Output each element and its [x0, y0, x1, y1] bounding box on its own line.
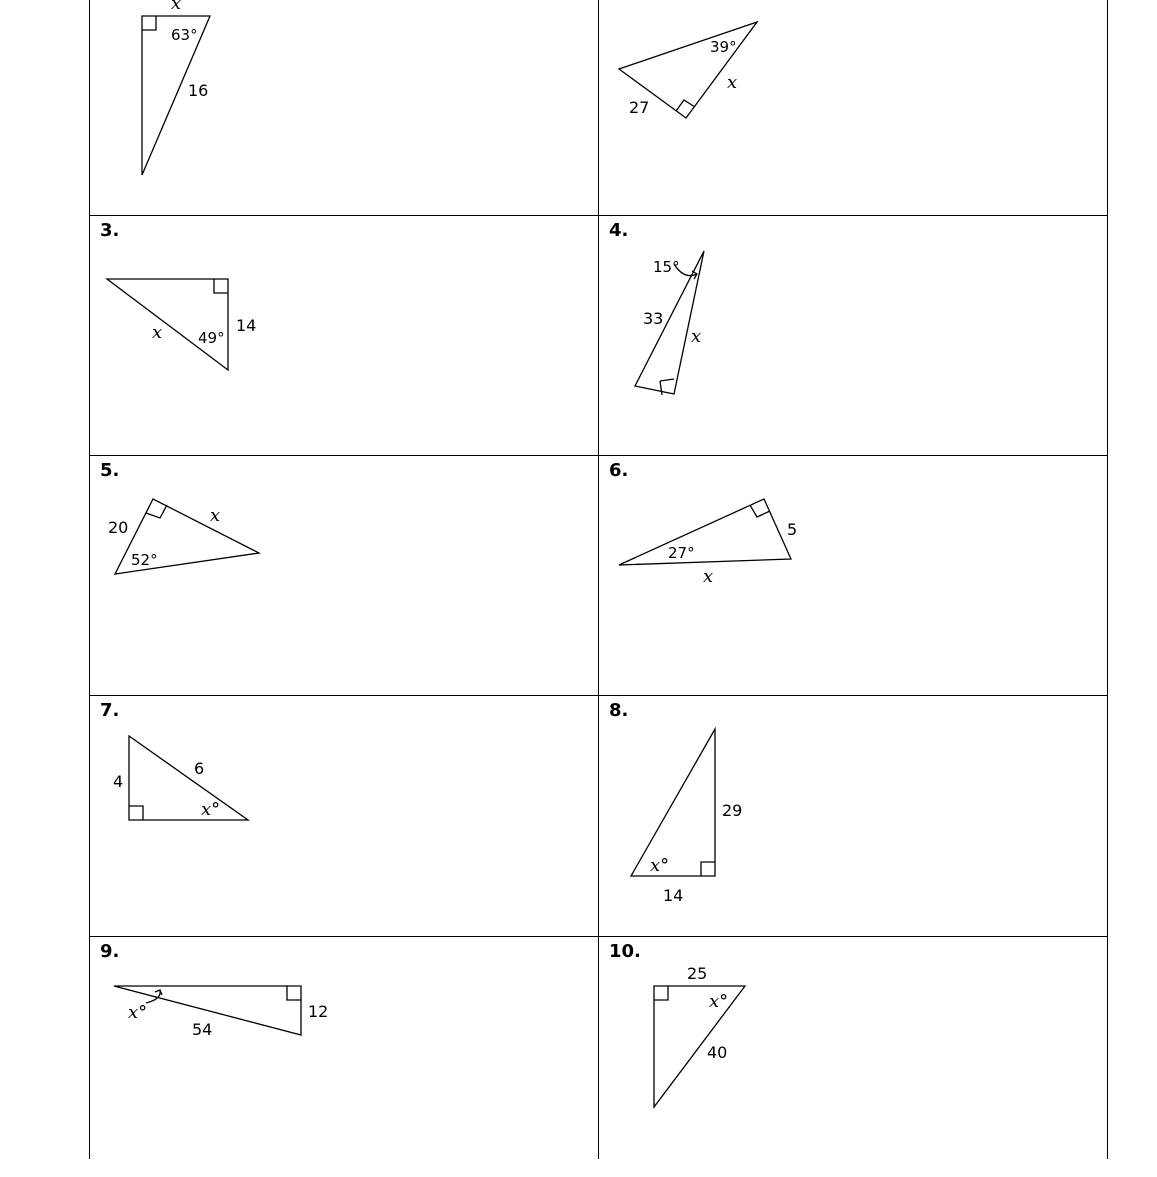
angle-label: x°: [201, 799, 221, 820]
hypotenuse-label: 16: [188, 81, 209, 100]
problem-number: 5.: [100, 460, 120, 481]
problem-9: [90, 937, 599, 1177]
side-label: x: [210, 505, 221, 526]
problem-1: [90, 0, 599, 215]
problem-4: [599, 216, 1108, 456]
problem-number: 4.: [609, 220, 629, 241]
problem-10: [599, 937, 1108, 1177]
angle-label: 63°: [171, 26, 198, 44]
triangle-figure: [599, 216, 1108, 456]
leg-label: 20: [108, 518, 129, 537]
triangle-figure: [599, 696, 1108, 936]
angle-label: 27°: [668, 544, 695, 562]
hypotenuse-label: 40: [707, 1043, 728, 1062]
side-label: x: [152, 322, 163, 343]
triangle-figure: [90, 0, 599, 215]
problem-number: 10.: [609, 941, 641, 962]
angle-label: 15°: [653, 258, 680, 276]
leg-label: 27: [629, 98, 650, 117]
problem-5: [90, 456, 599, 696]
problem-number: 6.: [609, 460, 629, 481]
triangle-figure: [90, 696, 599, 936]
problem-2: [599, 0, 1108, 215]
side-label: x: [727, 72, 738, 93]
problem-6: [599, 456, 1108, 696]
triangle-figure: [90, 456, 599, 696]
triangle-figure: [599, 937, 1108, 1177]
angle-label: 52°: [131, 551, 158, 569]
side-label: x: [171, 0, 182, 14]
leg-label: 4: [113, 772, 124, 791]
hypotenuse-label: 54: [192, 1020, 213, 1039]
leg-label: 14: [236, 316, 257, 335]
hypotenuse-label: 6: [194, 759, 205, 778]
angle-label: 39°: [710, 38, 737, 56]
triangle-figure: [599, 0, 1108, 215]
problem-number: 3.: [100, 220, 120, 241]
top-label: 25: [687, 964, 708, 983]
triangle-figure: [599, 456, 1108, 696]
problem-7: [90, 696, 599, 936]
side-label: x: [691, 326, 702, 347]
angle-label: x°: [650, 855, 670, 876]
side-label: x: [703, 566, 714, 587]
angle-label: x°: [709, 991, 729, 1012]
problem-number: 8.: [609, 700, 629, 721]
problem-3: [90, 216, 599, 456]
problem-number: 9.: [100, 941, 120, 962]
base-label: 14: [663, 886, 684, 905]
leg-label: 5: [787, 520, 798, 539]
leg-label: 29: [722, 801, 743, 820]
angle-label: x°: [128, 1002, 148, 1023]
triangle-figure: [90, 216, 599, 456]
problem-8: [599, 696, 1108, 936]
leg-label: 12: [308, 1002, 329, 1021]
angle-label: 49°: [198, 329, 225, 347]
problem-number: 7.: [100, 700, 120, 721]
triangle-figure: [90, 937, 599, 1177]
hypotenuse-label: 33: [643, 309, 664, 328]
